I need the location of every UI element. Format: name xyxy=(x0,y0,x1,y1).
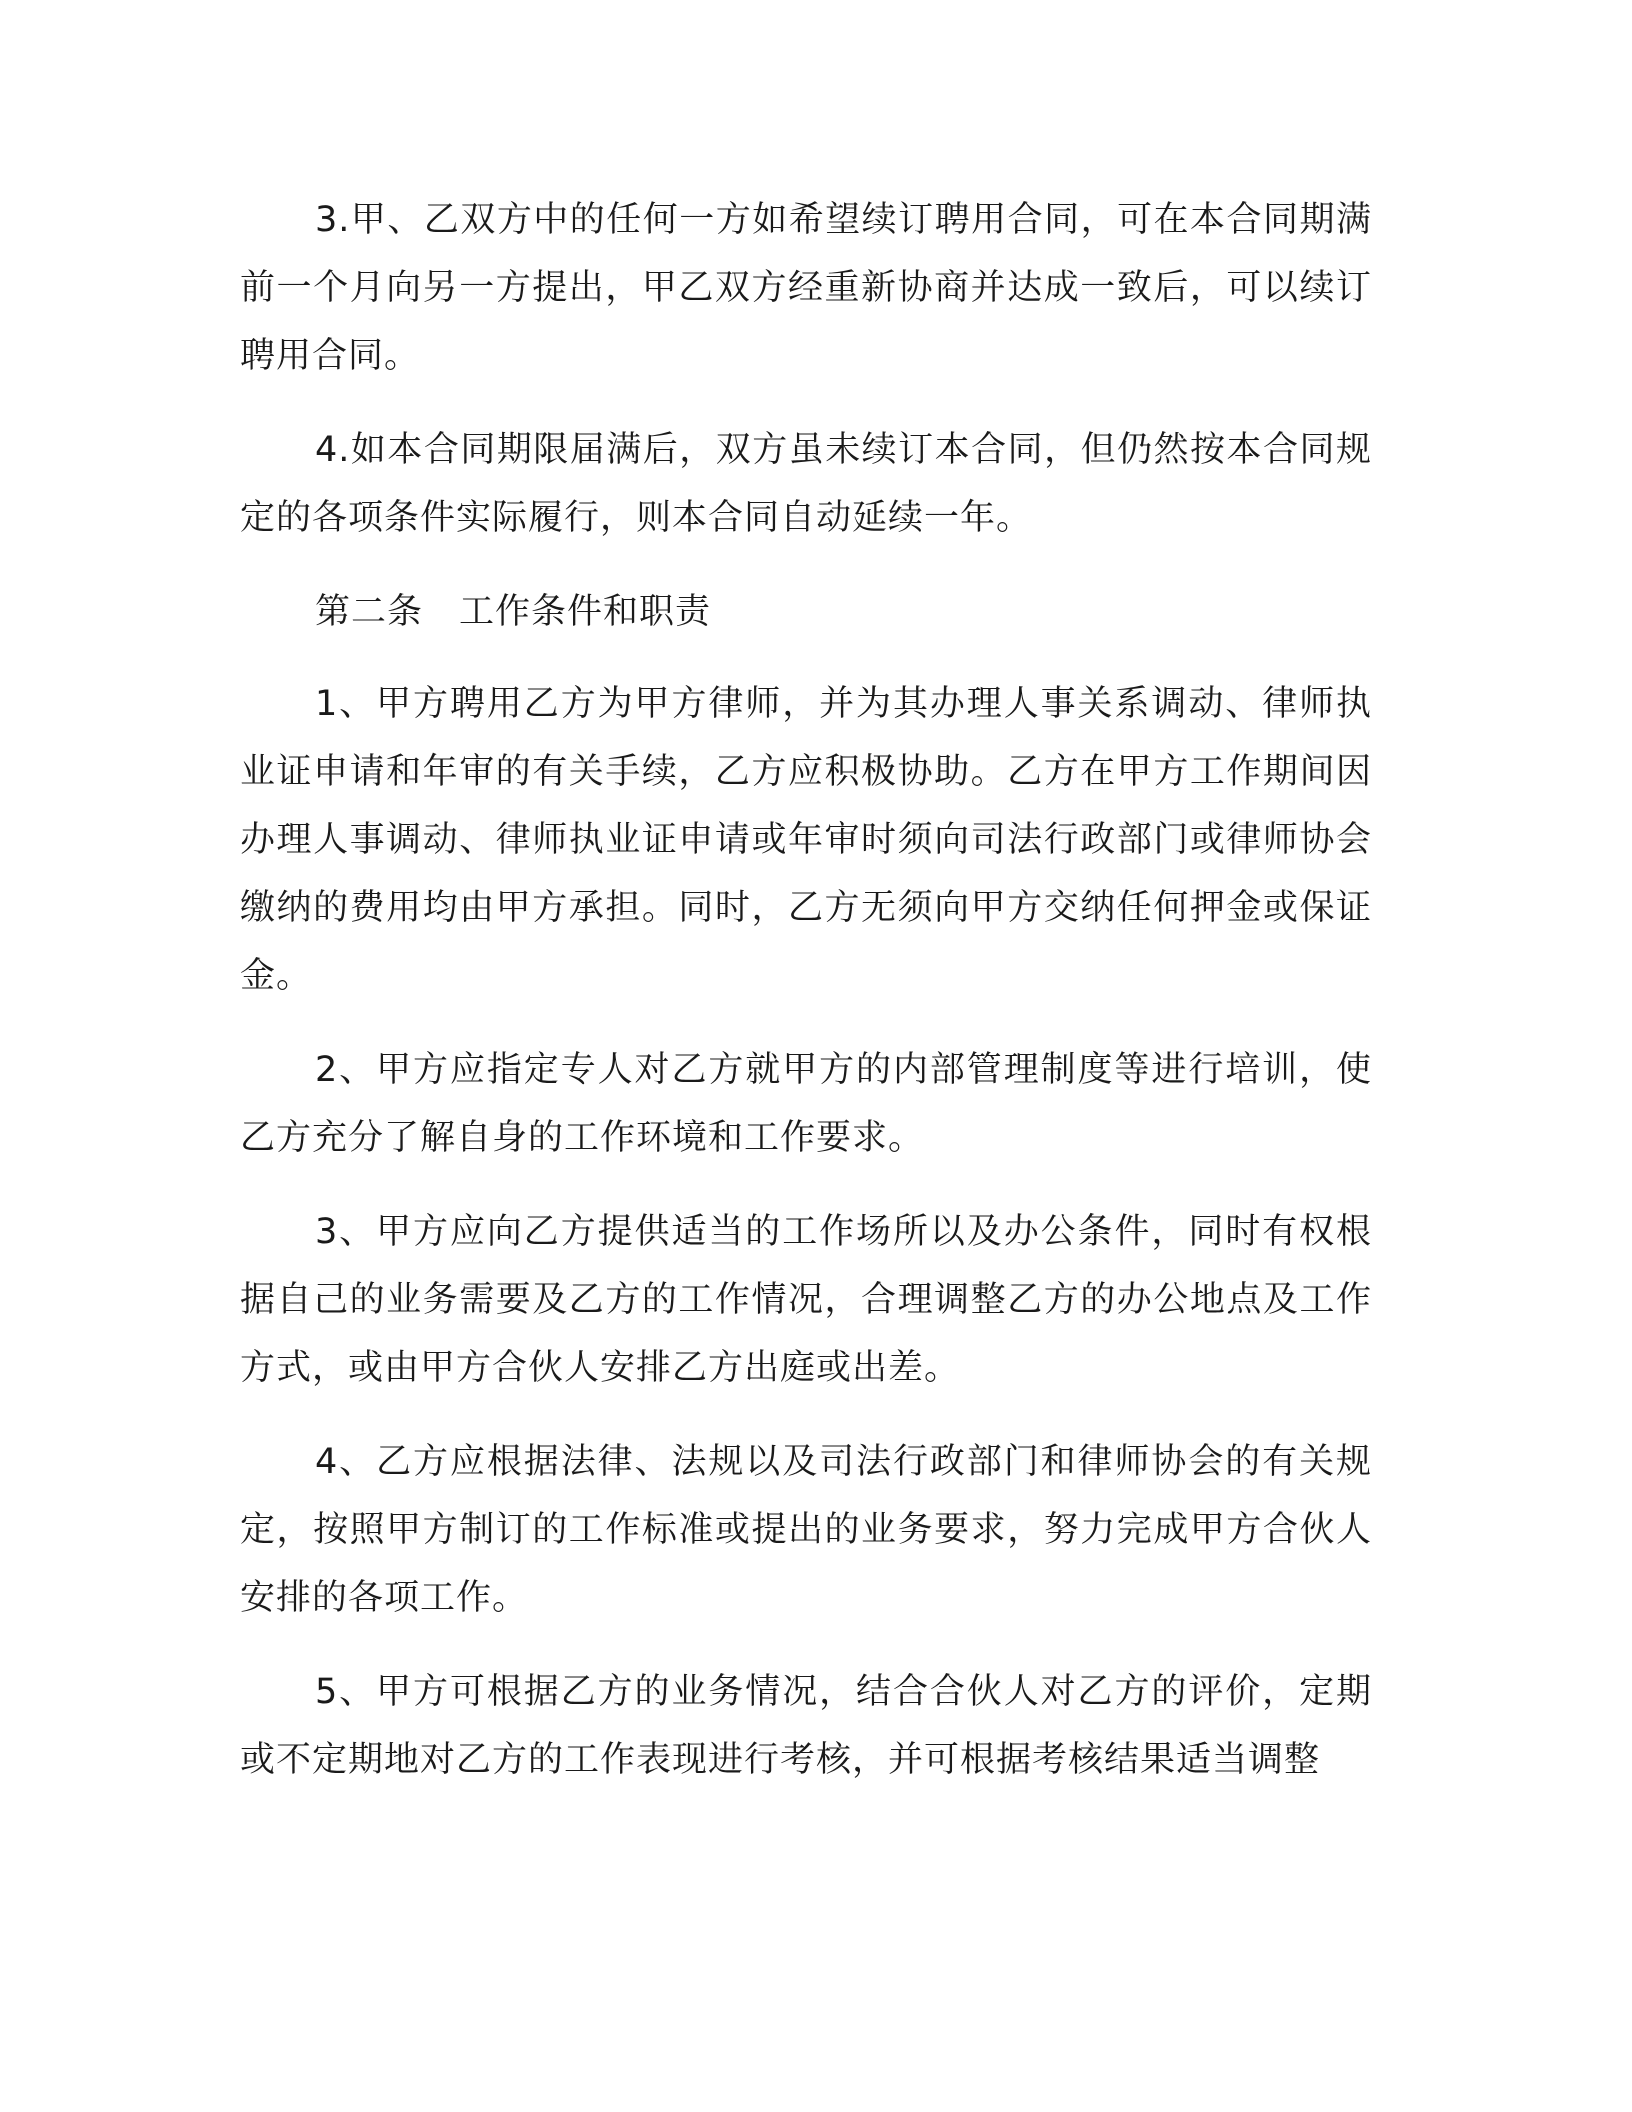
paragraph-clause-1: 1、甲方聘用乙方为甲方律师，并为其办理人事关系调动、律师执业证申请和年审的有关手续，乙方应积极协助。乙方在甲方工作期间因办理人事调动、律师执业证申请或年审时须向司法行政部门或律师协会缴纳的费用均由甲方承担。同时，乙方无须向甲方交纳任何押金或保证金。 xyxy=(240,684,1372,996)
section-heading-article-2: 第二条 工作条件和职责 xyxy=(315,592,712,632)
paragraph-clause-5: 5、甲方可根据乙方的业务情况，结合合伙人对乙方的评价，定期或不定期地对乙方的工作表现进行考核，并可根据考核结果适当调整 xyxy=(240,1672,1372,1780)
paragraph-renewal-request: 3.甲、乙双方中的任何一方如希望续订聘用合同，可在本合同期满前一个月向另一方提出，甲乙双方经重新协商并达成一致后，可以续订聘用合同。 xyxy=(240,200,1372,376)
paragraph-auto-extension: 4.如本合同期限届满后，双方虽未续订本合同，但仍然按本合同规定的各项条件实际履行，则本合同自动延续一年。 xyxy=(240,430,1372,538)
paragraph-clause-2: 2、甲方应指定专人对乙方就甲方的内部管理制度等进行培训，使乙方充分了解自身的工作环境和工作要求。 xyxy=(240,1050,1372,1158)
document-body xyxy=(240,186,1372,1820)
paragraph-clause-4: 4、乙方应根据法律、法规以及司法行政部门和律师协会的有关规定，按照甲方制订的工作标准或提出的业务要求，努力完成甲方合伙人安排的各项工作。 xyxy=(240,1442,1372,1618)
paragraph-clause-3: 3、甲方应向乙方提供适当的工作场所以及办公条件，同时有权根据自己的业务需要及乙方的工作情况，合理调整乙方的办公地点及工作方式，或由甲方合伙人安排乙方出庭或出差。 xyxy=(240,1212,1372,1388)
